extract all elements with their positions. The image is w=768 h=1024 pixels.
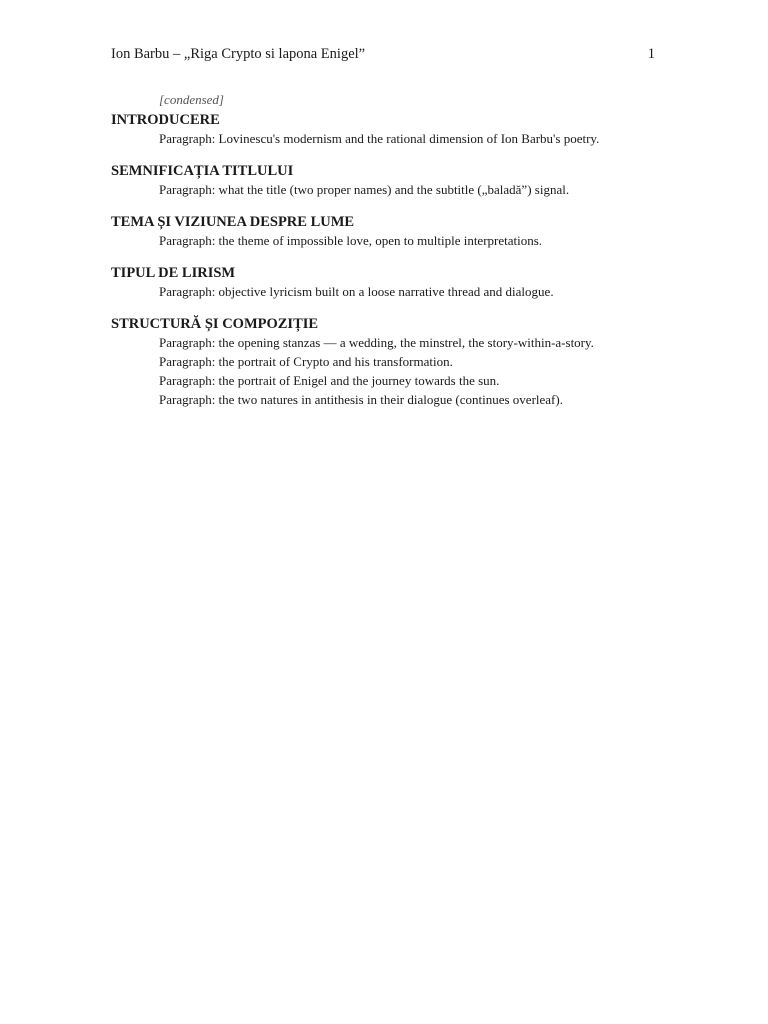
section-summary: Paragraph: the theme of impossible love, open to multiple interpretations. [159,233,543,248]
section-heading: SEMNIFICAȚIA TITLULUI [111,163,294,179]
section-structura [111,316,653,408]
section-heading: INTRODUCERE [111,112,220,128]
page-header [111,46,655,68]
summary-note: [condensed] [159,92,224,107]
section-summary-item: Paragraph: the portrait of Enigel and the journey towards the sun. [159,373,500,388]
section-summary: Paragraph: what the title (two proper names) and the subtitle („baladă”) signal. [159,182,570,197]
section-heading: TEMA ȘI VIZIUNEA DESPRE LUME [111,214,355,230]
page-number: 1 [647,46,655,62]
section-introducere [111,112,653,147]
section-tipul-de-lirism [111,265,653,300]
document-body [111,92,653,424]
section-tema [111,214,653,249]
section-summary-item: Paragraph: the two natures in antithesis in their dialogue (continues overleaf). [159,392,563,407]
section-heading: STRUCTURĂ ȘI COMPOZIȚIE [111,316,319,332]
header-title: Ion Barbu – „Riga Crypto si lapona Enigel” [111,46,366,62]
section-heading: TIPUL DE LIRISM [111,265,236,281]
section-semnificatia-titlului [111,163,653,198]
section-summary-item: Paragraph: the opening stanzas — a wedding, the minstrel, the story-within-a-story. [159,335,594,350]
section-summary: Paragraph: Lovinescu's modernism and the rational dimension of Ion Barbu's poetry. [159,131,600,146]
section-summary-item: Paragraph: the portrait of Crypto and his transformation. [159,354,453,369]
section-summary: Paragraph: objective lyricism built on a loose narrative thread and dialogue. [159,284,554,299]
